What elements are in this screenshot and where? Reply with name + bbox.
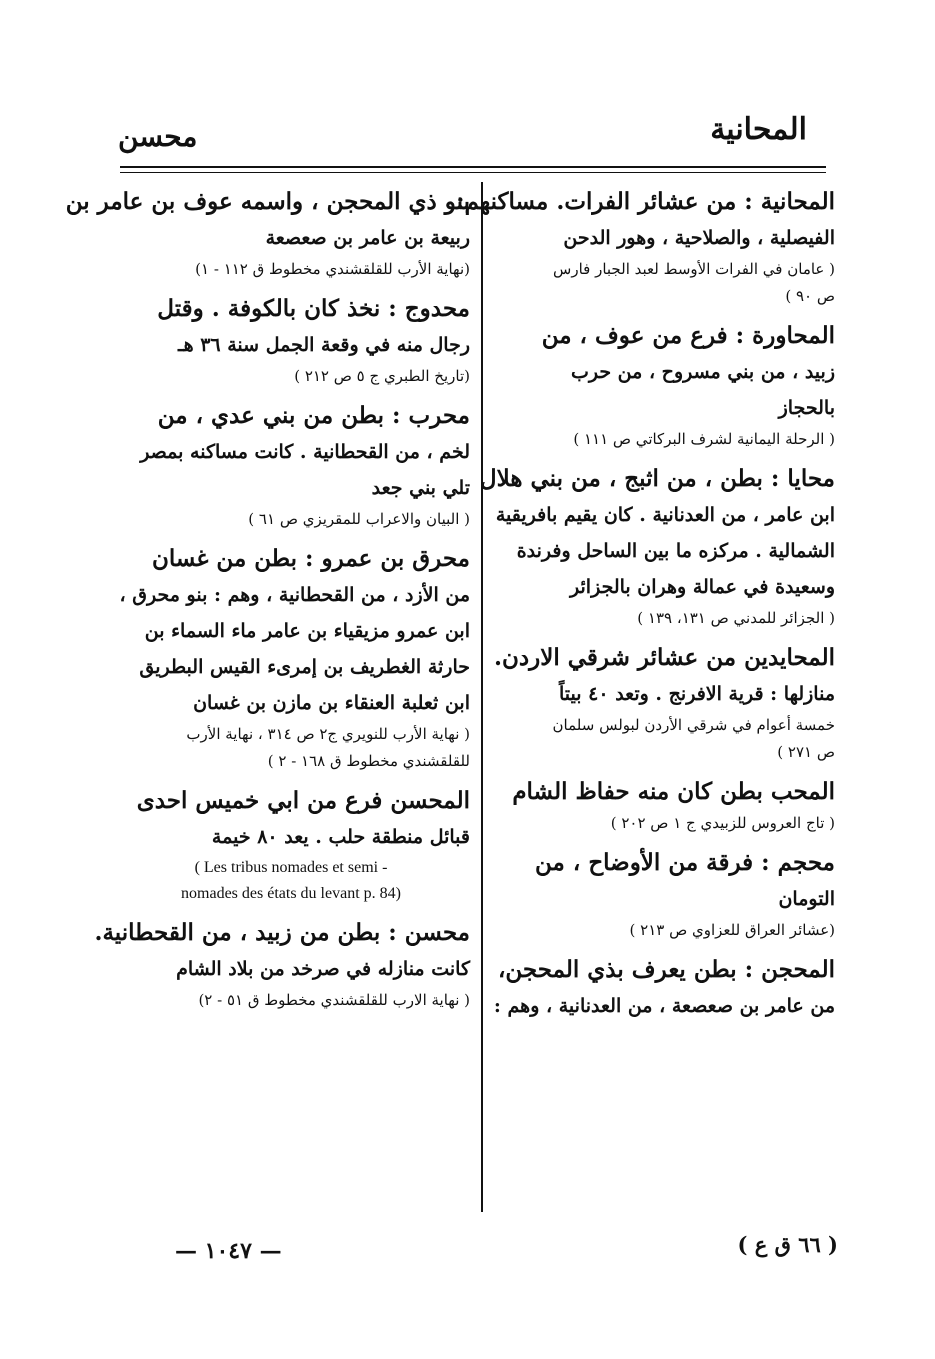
entry-source: ( البيان والاعراب للمقريزي ص ٦١ ): [248, 510, 470, 528]
entry-headline: محايا : بطن ، من اثبج ، من بني هلال: [479, 465, 835, 492]
entry-text-line: من عامر بن صعصعة ، من العدنانية ، وهم :: [493, 995, 835, 1017]
entry-headline: المحسن فرع من ابي خميس احدى: [136, 787, 470, 814]
entry-headline: المحانية : من عشائر الفرات. مساكنهم:: [456, 188, 835, 215]
entry-source: ص ٩٠ ): [785, 287, 835, 305]
entry-headline: محدوج : نخذ كان بالكوفة . وقتل: [157, 295, 470, 322]
dictionary-entry: [490, 318, 835, 453]
entry-text-line: من الأزد ، من القحطانية ، وهم : بنو محرق ،: [119, 584, 470, 606]
column-divider: [481, 182, 483, 1212]
dictionary-entry: [490, 774, 835, 837]
entry-text-line: ابن عامر ، من العدنانية . كان يقيم بافريقية: [495, 504, 835, 526]
right-column: [456, 184, 835, 1032]
entry-source: ( نهاية الارب للقلقشندي مخطوط ق ٥١ - ٢): [198, 991, 470, 1009]
dictionary-entry: [479, 461, 835, 632]
entry-text-line: كانت منازله في صرخد من بلاد الشام: [176, 958, 470, 980]
running-head-left: محسن: [118, 120, 198, 153]
entry-source: (نهاية الأرب للقلقشندي مخطوط ق ١١٢ - ١): [195, 260, 470, 278]
entry-headline: محجم : فرقة من الأوضاح ، من: [535, 849, 835, 876]
entry-headline: محرب : بطن من بني عدي ، من: [157, 402, 470, 429]
entry-source: للقلقشندي مخطوط ق ١٦٨ - ٢ ): [267, 752, 470, 770]
left-column: [65, 184, 470, 1022]
entry-text-line: منازلها : قرية الافرنج . وتعد ٤٠ بيتاً: [559, 683, 835, 705]
entry-source: ( تاج العروس للزبيدي ج ١ ص ٢٠٢ ): [610, 814, 835, 832]
dictionary-entry: [490, 640, 835, 766]
dictionary-entry: [112, 398, 470, 533]
entry-source: ( الجزائر للمدني ص ١٣١، ١٣٩ ): [637, 609, 835, 627]
entry-source: ( نهاية الأرب للنويري ج٢ ص ٣١٤ ، نهاية الأرب: [186, 725, 470, 743]
dictionary-entry: [65, 184, 470, 283]
entry-headline: المحجن : بطن يعرف بذي المحجن،: [497, 956, 835, 983]
dictionary-entry: [112, 783, 470, 907]
entry-text-line: لخم ، من القحطانية . كانت مساكنه بمصر: [140, 441, 470, 463]
entry-source: خمسة أعوام في شرقي الأردن لبولس سلمان: [552, 716, 835, 734]
entry-headline: محرق بن عمرو : بطن من غسان: [151, 545, 470, 572]
entry-text-line: بالحجاز: [778, 397, 835, 419]
entry-text-line: وسعيدة في عمالة وهران بالجزائر: [570, 576, 835, 598]
entry-text-line: قبائل منطقة حلب . يعد ٨٠ خيمة: [211, 826, 470, 848]
dictionary-entry: [94, 915, 470, 1014]
entry-text-line: التومان: [778, 888, 835, 910]
entry-text-line: زبيد ، من بني مسروح ، من حرب: [570, 361, 835, 383]
entry-headline: المحب بطن كان منه حفاظ الشام: [512, 778, 835, 805]
entry-source: ( عامان في الفرات الأوسط لعبد الجبار فارس: [553, 260, 835, 278]
entry-source: ص ٢٧١ ): [777, 743, 835, 761]
dictionary-entry: [112, 541, 470, 775]
running-head-right: المحانية: [710, 112, 807, 147]
entry-latin-source: nomades des états du levant p. 84): [181, 885, 401, 902]
entry-text-line: تلي بني جعد: [371, 477, 470, 499]
header-rule-thin: [120, 172, 826, 173]
dictionary-entry: [490, 845, 835, 944]
signature-mark: ( ٦٦ ق ع ): [737, 1232, 838, 1257]
dictionary-entry: [112, 291, 470, 390]
header-rule: [120, 166, 826, 168]
dictionary-entry: [456, 184, 835, 310]
entry-text-line: ربيعة بن عامر بن صعصعة: [265, 227, 470, 249]
entry-headline: محسن : بطن من زبيد ، من القحطانية.: [94, 919, 470, 946]
entry-headline: المحايدين من عشائر شرقي الاردن.: [493, 644, 835, 671]
entry-source: ( الرحلة اليمانية لشرف البركاتي ص ١١١ ): [573, 430, 835, 448]
entry-latin-source: ( Les tribus nomades et semi -: [194, 859, 388, 876]
entry-source: (عشائر العراق للعزاوي ص ٢١٣ ): [629, 921, 835, 939]
entry-source: (تاريخ الطبري ج ٥ ص ٢١٢ ): [294, 367, 470, 385]
entry-text-line: الشمالية . مركزه ما بين الساحل وفرندة: [516, 540, 835, 562]
entry-headline: المحاورة : فرع من عوف ، من: [541, 322, 835, 349]
entry-headline: بنو ذي المحجن ، واسمه عوف بن عامر بن: [65, 188, 470, 215]
entry-text-line: الفيصلية ، والصلاحية ، وهور الدحن: [563, 227, 835, 249]
entry-text-line: ابن ثعلبة العنقاء بن مازن بن غسان: [193, 692, 470, 714]
entry-text-line: ابن عمرو مزيقياء بن عامر ماء السماء بن: [144, 620, 470, 642]
dictionary-entry: [490, 952, 835, 1024]
entry-text-line: حارثة الغطريف بن إمرىء القيس البطريق: [139, 656, 470, 678]
page-number: — ١٠٤٧ —: [175, 1238, 282, 1264]
entry-text-line: رجال منه في وقعة الجمل سنة ٣٦ هـ: [178, 334, 470, 356]
